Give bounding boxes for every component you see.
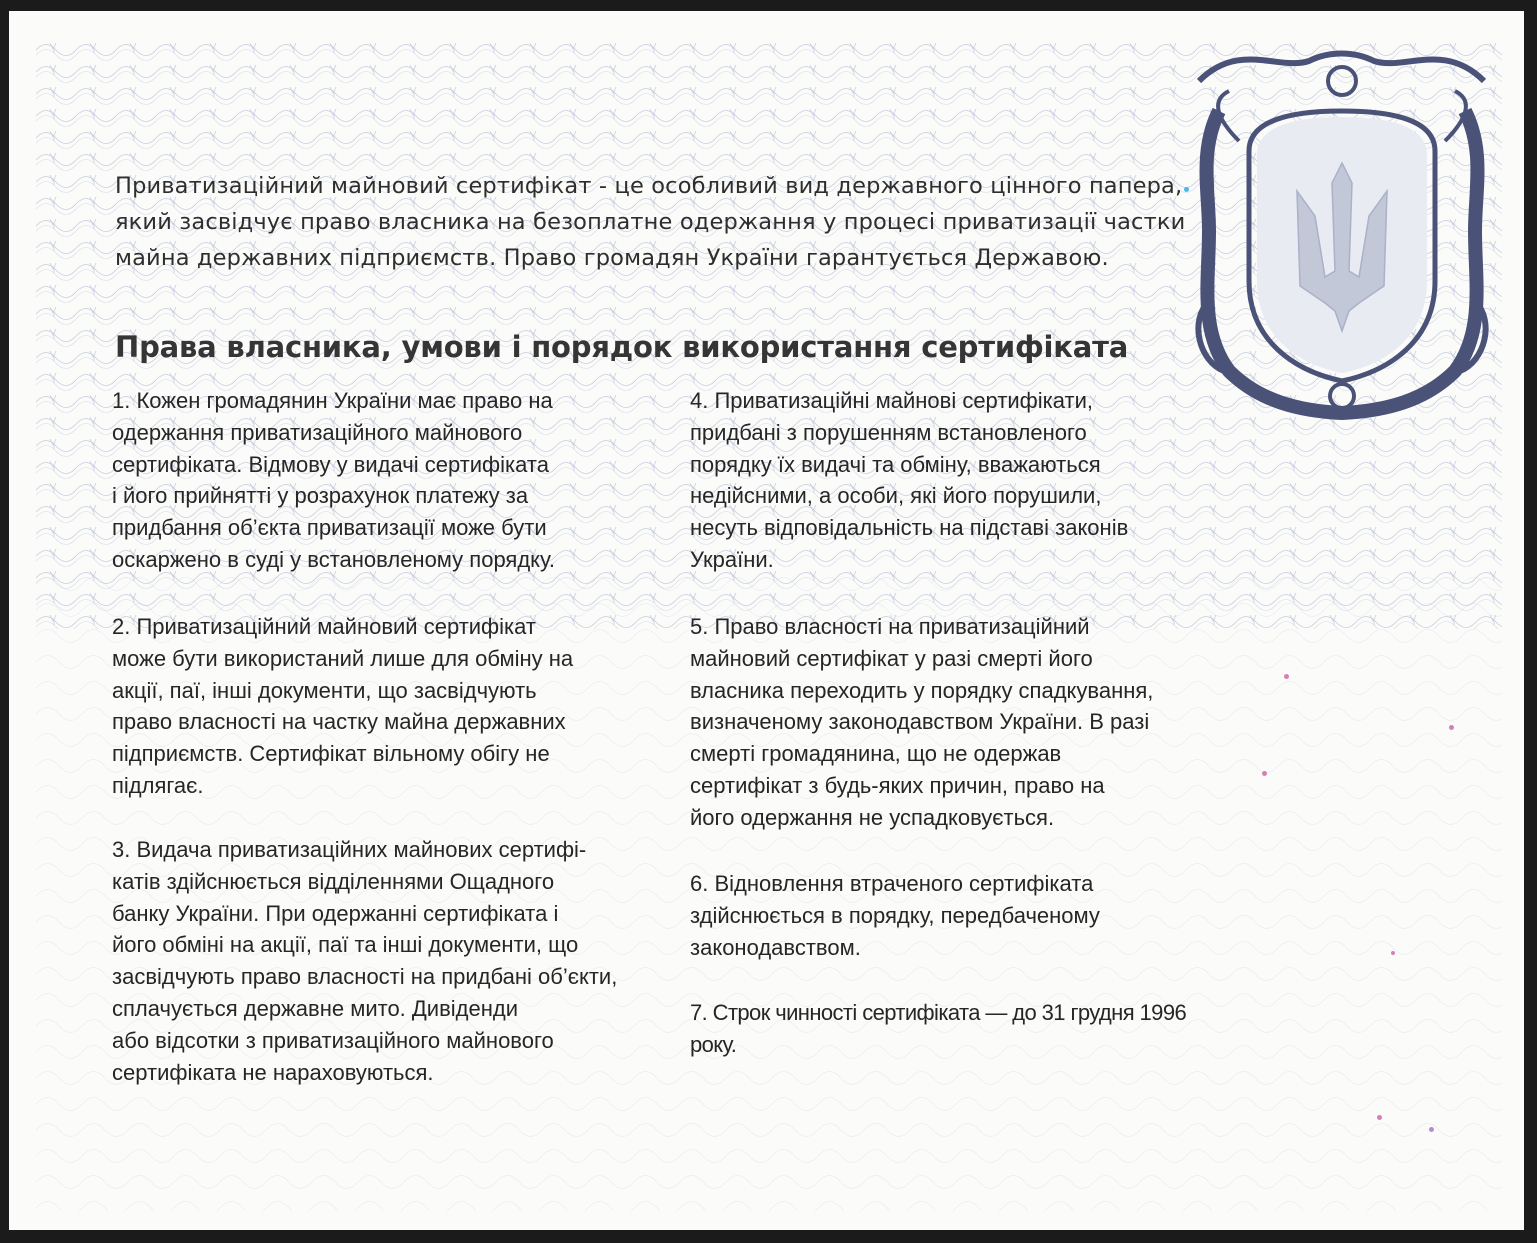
certificate-sheet <box>9 11 1524 1230</box>
intro-paragraph: Приватизаційний майновий сертифікат - це особливий вид державного цінного папера, який засвідчує право власника на безоплатне одержання у процесі приватизації частки майна державних підприємств. Право громадян України гарантується Державою. <box>115 173 1186 271</box>
clause-2 <box>112 611 652 802</box>
ukraine-trident-emblem <box>1179 41 1505 423</box>
clause-3-text: 3. Видача приватизаційних майнових сертифі- катів здійснюється відділеннями Ощадного банку України. При одержанні сертифіката і його обміні на акції, паї та інші документи, що засвідчують право власності на придбані об’єкти, сплачується державне мито. Дивіденди або відсотки з приватизаційного майнового сертифіката не нараховуються. <box>112 837 618 1085</box>
clause-7-text: 7. Строк чинності сертифіката — до 31 грудня 1996 року. <box>690 1000 1187 1057</box>
clause-5 <box>690 611 1230 834</box>
clause-4-text: 4. Приватизаційні майнові сертифікати, придбані з порушенням встановленого порядку їх видачі та обміну, вважаються недійсними, а особи, які його порушили, несуть відповідальність на підставі законів України. <box>690 388 1129 572</box>
clause-7 <box>690 997 1230 1061</box>
clause-1 <box>112 385 652 576</box>
clause-1-text: 1. Кожен громадянин України має право на одержання приватизаційного майнового сертифіката. Відмову у видачі сертифіката і його прийнятті у розрахунок платежу за придбання об’єкта приватизації може бути оскаржено в суді у встановленому порядку. <box>112 388 555 572</box>
clause-2-text: 2. Приватизаційний майновий сертифікат може бути використаний лише для обміну на акції, паї, інші документи, що засвідчують право власності на частку майна державних підприємств. Сертифікат вільному обігу не підлягає. <box>112 614 574 798</box>
clause-6-text: 6. Відновлення втраченого сертифіката здійснюється в порядку, передбаченому законодавством. <box>690 871 1100 960</box>
clause-3 <box>112 834 652 1088</box>
clause-6 <box>690 868 1230 963</box>
clause-4 <box>690 385 1230 576</box>
clause-5-text: 5. Право власності на приватизаційний майновий сертифікат у разі смерті його власника переходить у порядку спадкування, визначеному законодавством України. В разі смерті громадянина, що не одержав сертифікат з будь-яких причин, право на його одержання не успадковується. <box>690 614 1154 830</box>
section-heading: Права власника, умови і порядок використання сертифіката <box>115 330 1129 364</box>
